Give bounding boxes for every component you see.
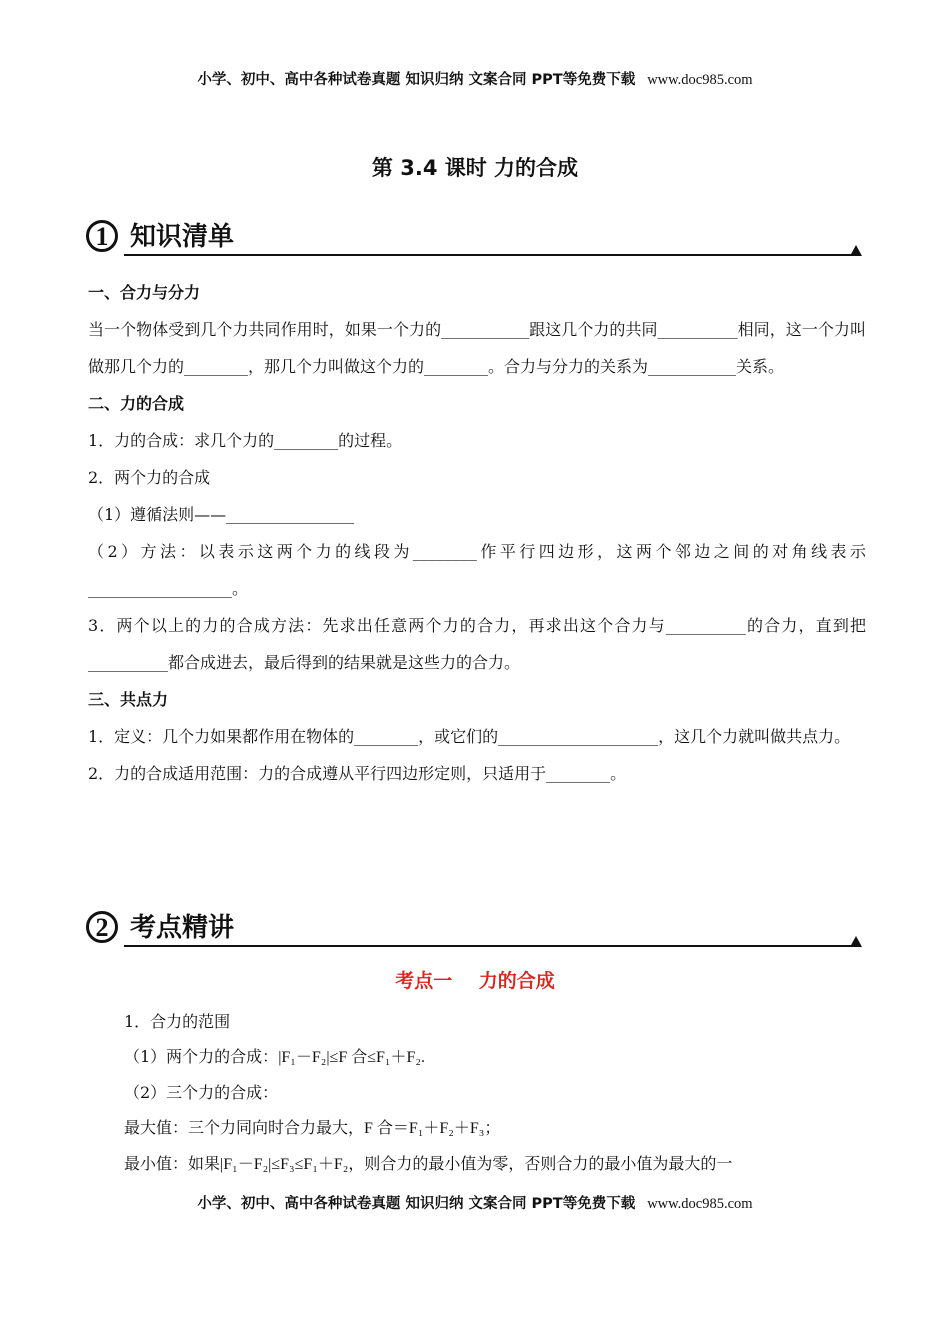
list-item: [124, 1146, 866, 1182]
section-title: 知识清单: [130, 222, 235, 252]
page-footer: [0, 1192, 950, 1213]
list-item: 1．力的合成：求几个力的________的过程。: [88, 431, 403, 450]
subheading-3: 三、共点力: [88, 690, 169, 709]
section-number-badge: 1: [86, 220, 118, 252]
section-rule: [124, 254, 854, 256]
section-title: 考点精讲: [130, 913, 235, 943]
formula: |F₁－F₂|≤F 合≤F₁＋F₂.: [278, 1049, 425, 1066]
list-item: [124, 1039, 866, 1075]
section-heading-1: [86, 218, 864, 258]
text: （1）两个力的合成：: [124, 1047, 279, 1066]
knowledge-list: [88, 274, 866, 792]
footer-text: 小学、初中、高中各种试卷真题 知识归纳 文案合同 PPT等免费下载: [197, 1196, 636, 1212]
list-item: 3．两个以上的力的合成方法：先求出任意两个力的合力，再求出这个合力与__________的合力，直到把__________都合成进去，最后得到的结果就是这些力的合力。: [88, 616, 866, 672]
page-title: 第 3.4 课时 力的合成: [371, 156, 579, 180]
text: ，则合力的最小值为零，否则合力的最小值为最大的一: [348, 1154, 733, 1173]
subheading-1: 一、合力与分力: [88, 283, 201, 302]
list-item: （2）方法：以表示这两个力的线段为________作平行四边形，这两个邻边之间的对角线表示__________________。: [88, 542, 866, 598]
section-number-badge: 2: [86, 911, 118, 943]
formula: F 合＝F₁＋F₂＋F₃；: [364, 1120, 501, 1137]
formula: |F₁－F₂|≤F₃≤F₁＋F₂: [220, 1156, 349, 1173]
section-heading-2: [86, 909, 864, 949]
footer-url[interactable]: www.doc985.com: [647, 1196, 753, 1212]
triangle-icon: [850, 245, 862, 256]
page-header: [0, 68, 950, 89]
triangle-icon: [850, 936, 862, 947]
text: 最大值：三个力同向时合力最大，: [124, 1118, 365, 1137]
section-rule: [124, 945, 854, 947]
kaodian-content: [124, 1004, 866, 1182]
list-item: （1）遵循法则——________________: [88, 505, 355, 524]
list-item: 1．合力的范围: [124, 1012, 231, 1031]
text: 最小值：如果: [124, 1154, 221, 1173]
list-item: [124, 1110, 866, 1146]
list-item: 1．定义：几个力如果都作用在物体的________，或它们的____________________，这几个力就叫做共点力。: [88, 727, 851, 746]
list-item: 2．两个力的合成: [88, 468, 211, 487]
kaodian-title: 考点一 力的合成: [395, 970, 555, 992]
header-url[interactable]: www.doc985.com: [647, 72, 753, 88]
subheading-2: 二、力的合成: [88, 394, 185, 413]
paragraph-1: 当一个物体受到几个力共同作用时，如果一个力的___________跟这几个力的共同__________相同，这一个力叫做那几个力的________，那几个力叫做这个力的________。合力与分力的关系为___________关系。: [88, 320, 866, 376]
list-item: 2．力的合成适用范围：力的合成遵从平行四边形定则，只适用于________。: [88, 764, 627, 783]
header-text: 小学、初中、高中各种试卷真题 知识归纳 文案合同 PPT等免费下载: [197, 72, 636, 88]
list-item: （2）三个力的合成：: [124, 1083, 279, 1102]
